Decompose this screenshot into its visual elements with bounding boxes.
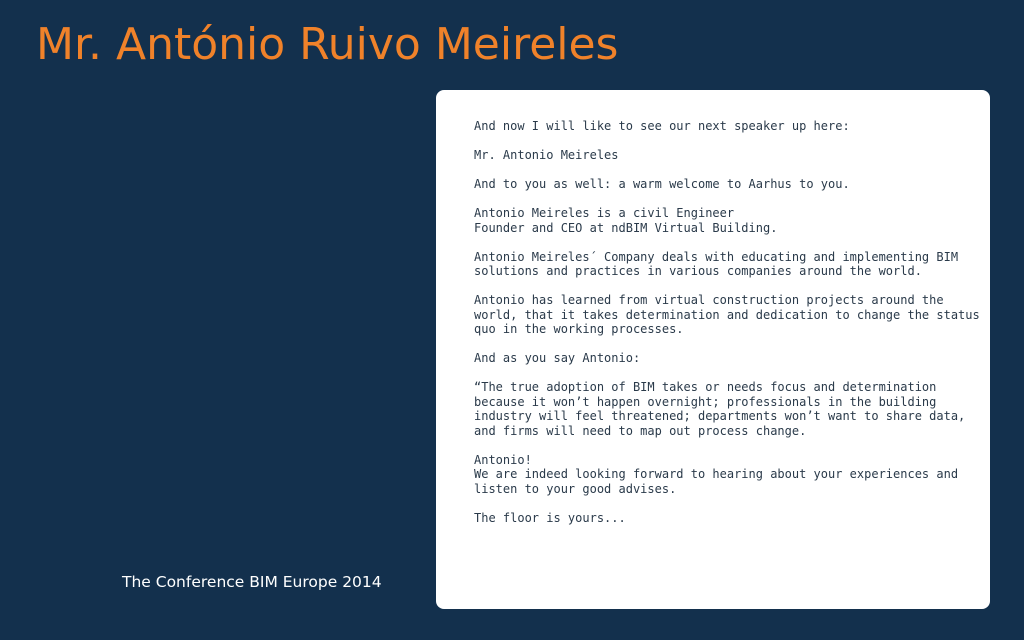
speech-paragraph: Antonio has learned from virtual construction projects around the world, that it takes determination and dedication to change the status quo in the working processes. [474,293,980,336]
speech-text-box [436,90,990,609]
speech-paragraph: And as you say Antonio: [474,351,641,365]
slide-title: Mr. António Ruivo Meireles [36,19,619,70]
speech-paragraph: And now I will like to see our next speaker up here: [474,119,850,133]
speech-paragraph: The floor is yours... [474,510,626,525]
speech-paragraph: And to you as well: a warm welcome to Aarhus to you. [474,177,850,191]
speech-paragraph: Mr. Antonio Meireles [474,148,619,162]
speech-paragraph: Antonio Meireles is a civil Engineer Founder and CEO at ndBIM Virtual Building. [474,206,778,235]
speech-paragraph: Antonio! We are indeed looking forward to hearing about your experiences and listen to your good advises. [474,452,959,496]
speech-paragraph: “The true adoption of BIM takes or needs focus and determination because it won’t happen overnight; professionals in the building industry will feel threatened; departments won’t want to share data, and firms will need to map out process change. [474,380,966,438]
conference-footer: The Conference BIM Europe 2014 [122,573,382,591]
speech-paragraph: Antonio Meireles´ Company deals with educating and implementing BIM solutions and practices in various companies around the world. [474,249,959,278]
